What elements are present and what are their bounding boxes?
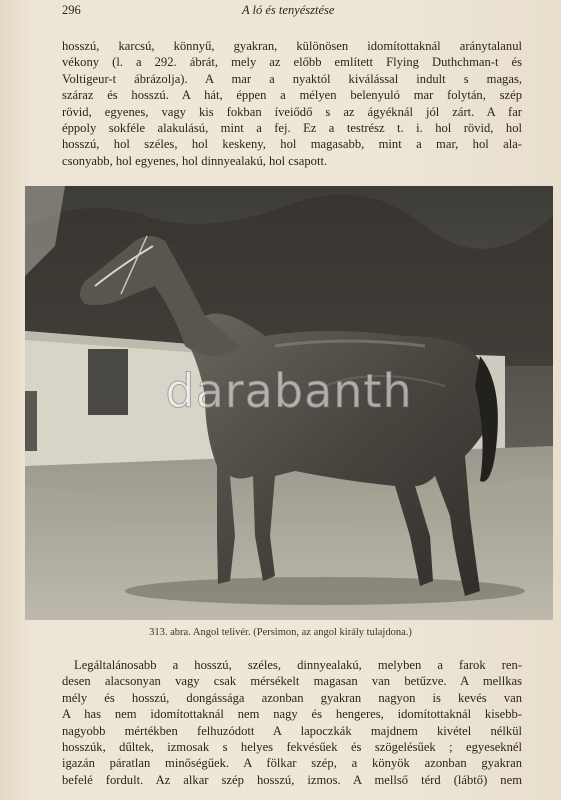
watermark: darabanth — [165, 364, 413, 418]
text-line: Voltigeur-t ábrázolja). A mar a nyaktól kiválással indult s magas, — [62, 71, 522, 86]
text-line: A has nem idomítottaknál nem nagy és hengeres, idomítottaknál kisebb- — [62, 707, 522, 722]
text-line: hosszúk, dűltek, izmosak s helyes fekvésűek és szögelésűek ; egyeseknél — [62, 740, 522, 755]
text-line: mély és hosszú, dongássága azonban gyakran nagyon is kevés van — [62, 690, 522, 705]
text-line: Legáltalánosabb a hosszú, széles, dinnyealakú, melyben a farok ren- — [74, 658, 522, 672]
horse-photograph — [25, 186, 553, 620]
text-line: nagyobb mértékben felhuzódott A lapoczkák majdnem kivétel nélkül — [62, 723, 522, 738]
text-line: hosszú, karcsú, könnyű, gyakran, különösen idomítottaknál aránytalanul — [62, 39, 522, 53]
paragraph-top — [62, 38, 522, 169]
text-line: csonyabb, hol egyenes, hol dinnyealakú, hol csapott. — [62, 153, 328, 168]
text-line: éppoly sokféle alakulású, mint a fej. Ez a testrész t. i. hol rövid, hol — [62, 121, 522, 136]
text-line: igazán páratlan minőségűek. A fölkar szép, a könyök azonban gyakran — [62, 756, 522, 771]
text-line: desen alacsonyan vagy csak mérsékelt magasan van betűzve. A mellkas — [62, 674, 522, 689]
page-header — [62, 3, 531, 19]
running-title: A ló és tenyésztése — [242, 3, 335, 17]
paragraph-bottom — [62, 657, 522, 788]
page-number: 296 — [62, 3, 81, 17]
text-line: vékony (l. a 292. ábrát, mely az előbb említett Flying Duthchman-t és — [62, 55, 522, 70]
figure-caption: 313. abra. Angol telivér. (Persimon, az angol király tulajdona.) — [149, 627, 412, 638]
text-line: befelé fordult. Az alkar szép hosszú, izmos. A mellső térd (lábtő) nem — [62, 772, 522, 787]
text-line: hosszú, hol széles, hol keskeny, hol magasabb, mint a mar, hol ala- — [62, 137, 522, 152]
text-line: száraz és hosszú. A hát, éppen a mélyen belenyuló mar folytán, szép — [62, 88, 522, 103]
text-line: rövid, egyenes, vagy kis fokban íveiődő s az ágyéknál jól zárt. A far — [62, 104, 522, 119]
